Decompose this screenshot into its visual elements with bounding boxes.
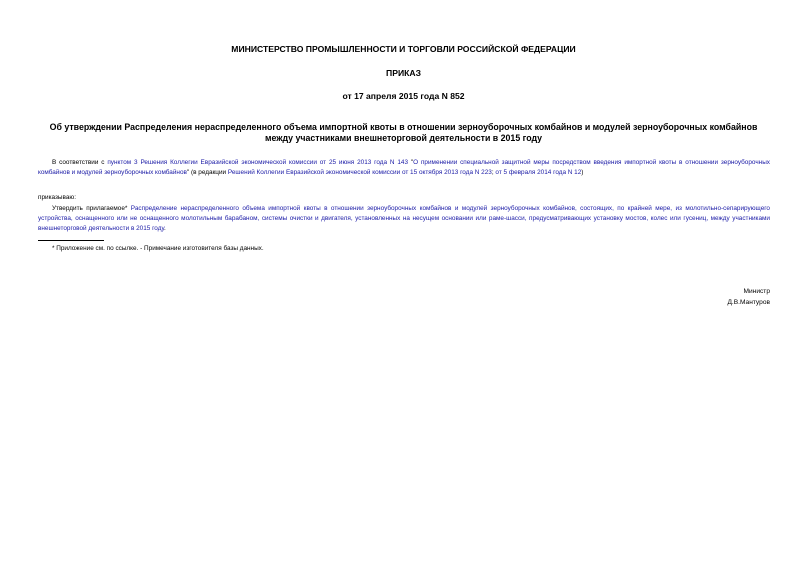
footnote-mark: * bbox=[124, 205, 128, 212]
decision-143-title-link[interactable]: О применении специальной защитной меры посредством введения импортной квоты в отношении зерноуборочных комбайнов и модулей зерноуборочных комбайнов bbox=[38, 159, 770, 176]
preamble-text-before: В соответствии с bbox=[52, 159, 108, 166]
footnote-text: * Приложение см. по ссылке. - Примечание изготовителя базы данных. bbox=[52, 245, 264, 252]
distribution-link[interactable]: Распределение нераспределенного объема импортной квоты в отношении зерноуборочных комбайнов и модулей зерноуборочных комбайнов, состоящих, по крайней мере, из молотильно-сепарирующего устройства, оснащенного или не оснащенного молотильным барабаном, системы очистки и двигателя, установленных на несущем основании или раме-шасси, предусматривающих установку мостов, колес или гусениц, между участниками внешнеторговой деятельности в 2015 году bbox=[38, 205, 770, 232]
preamble-quote-open: " bbox=[408, 159, 414, 166]
order-title bbox=[40, 122, 767, 144]
signatory-name: Д.В.Мантуров bbox=[727, 299, 770, 306]
approval-text-end: . bbox=[164, 225, 166, 232]
signatory-position: Министр bbox=[743, 288, 770, 295]
order-date: от 17 апреля 2015 года N 852 bbox=[342, 91, 465, 101]
footnote-divider bbox=[38, 240, 104, 241]
preamble-text-end: ) bbox=[581, 169, 584, 176]
preamble-text-middle: " (в редакции bbox=[186, 169, 228, 176]
decision-223-link[interactable]: Решений Коллегии Евразийской экономической комиссии от 15 октября 2013 года N 223 bbox=[227, 169, 492, 176]
decision-12-link[interactable]: от 5 февраля 2014 года N 12 bbox=[495, 169, 582, 176]
order-word: приказываю: bbox=[38, 194, 76, 201]
preamble-paragraph bbox=[38, 158, 770, 178]
approval-text-before: Утвердить прилагаемое bbox=[52, 205, 125, 212]
approval-clause bbox=[38, 204, 770, 234]
preamble-separator: ; bbox=[491, 169, 496, 176]
decision-143-clause-link[interactable]: пунктом 3 Решения Коллегии Евразийской экономической комиссии от 25 июня 2013 года N 143 bbox=[107, 159, 409, 166]
order-title-line-1: Об утверждении Распределения нераспределенного объема импортной квоты в отношении зерноуборочных комбайнов и модулей зерноуборочных комбайнов bbox=[49, 122, 758, 132]
signature-block bbox=[727, 286, 770, 308]
order-title-line-2: между участниками внешнеторговой деятельности в 2015 году bbox=[264, 133, 543, 143]
ministry-name: МИНИСТЕРСТВО ПРОМЫШЛЕННОСТИ И ТОРГОВЛИ РОССИЙСКОЙ ФЕДЕРАЦИИ bbox=[231, 44, 576, 54]
order-type: ПРИКАЗ bbox=[386, 68, 421, 78]
